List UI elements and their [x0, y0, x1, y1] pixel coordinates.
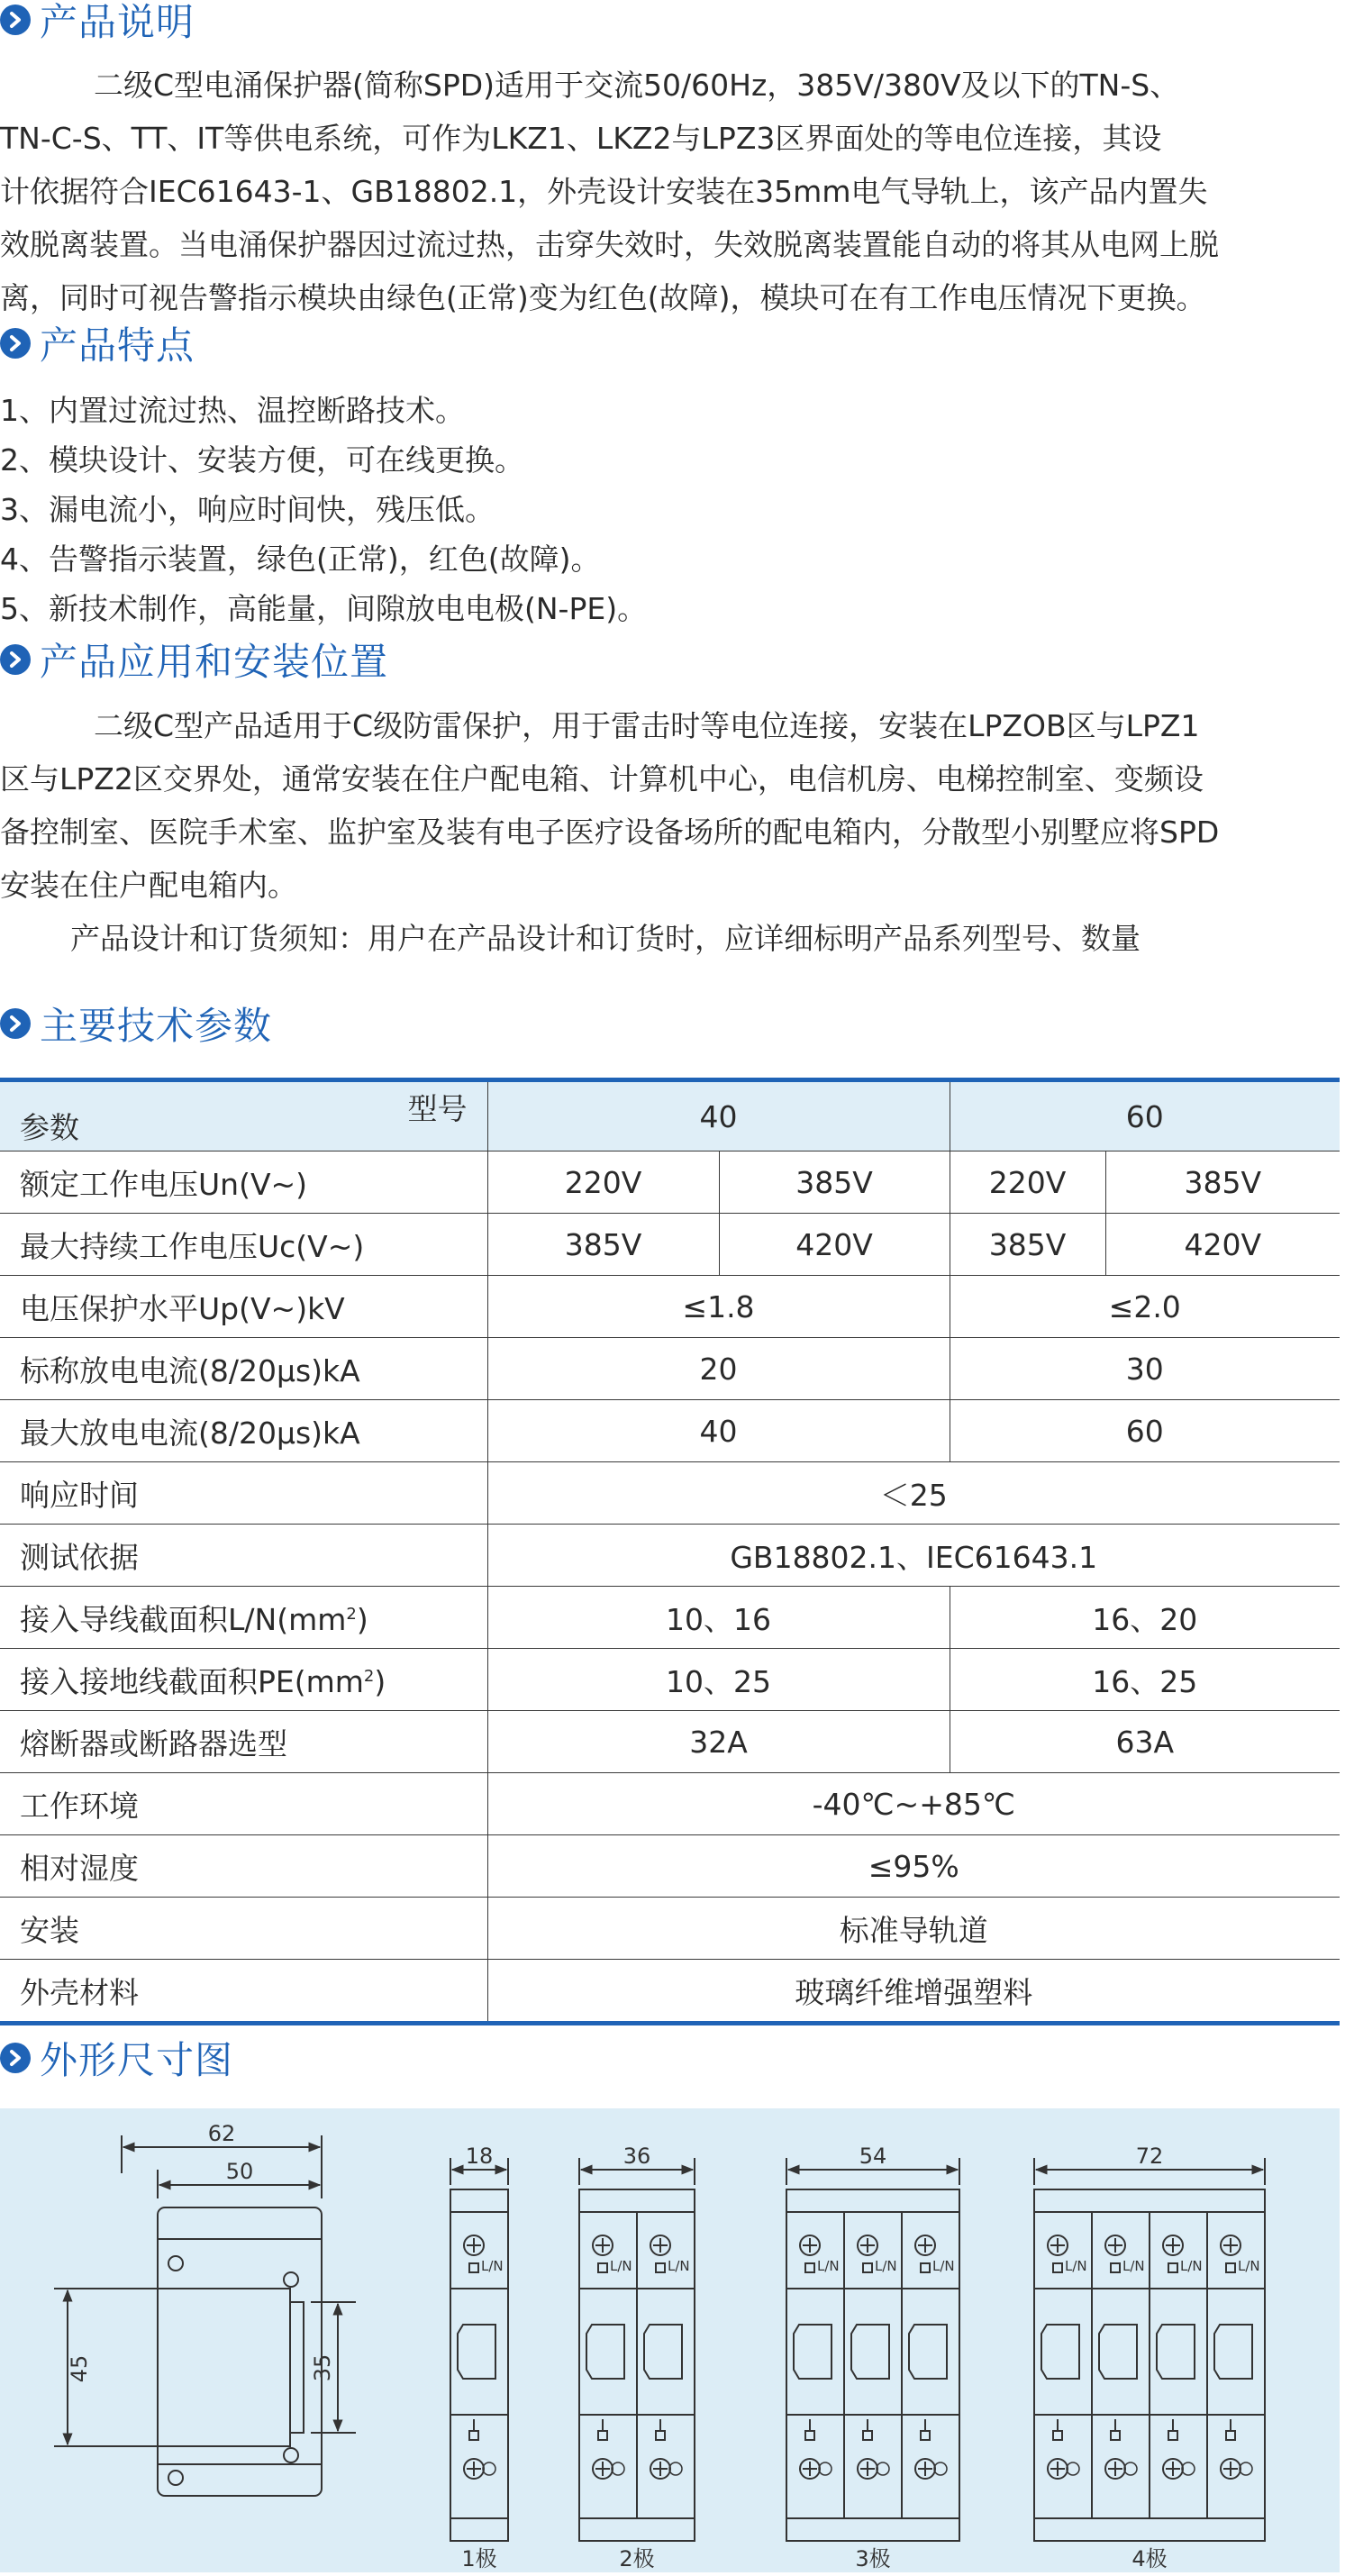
- order-note: 产品设计和订货须知：用户在产品设计和订货时，应详细标明产品系列型号、数量: [70, 921, 1141, 956]
- row-label: 相对湿度: [0, 1835, 487, 1898]
- table-row: [0, 1462, 1340, 1525]
- feature-item: 1、内置过流过热、温控断路技术。: [0, 393, 465, 428]
- table-row: [0, 1214, 1340, 1276]
- module-handle: [586, 2325, 624, 2379]
- application-line: 二级C型产品适用于C级防雷保护，用于雷击时等电位连接，安装在LPZOB区与LPZ1: [94, 708, 1200, 743]
- row-label: 最大持续工作电压Uc(V~): [0, 1214, 487, 1276]
- section-title-specs: [0, 998, 272, 1049]
- table-cell: 40: [487, 1400, 950, 1462]
- table-cell: 30: [950, 1338, 1340, 1400]
- section-title-text: 产品应用和安装位置: [40, 640, 389, 684]
- module-width-label: 18: [465, 2144, 494, 2169]
- table-cell: 220V: [950, 1151, 1105, 1214]
- module-caption: 1极: [461, 2546, 497, 2571]
- module-handle: [794, 2325, 832, 2379]
- terminal-label: L/N: [1238, 2258, 1260, 2274]
- description-line: TN-C-S、TT、IT等供电系统，可作为LKZ1、LKZ2与LPZ3区界面处的等电位连接，其设: [0, 121, 1162, 156]
- table-header-row: [0, 1080, 1340, 1151]
- feature-item: 4、告警指示装置，绿色(正常)，红色(故障)。: [0, 542, 601, 577]
- terminal-label: L/N: [1122, 2258, 1145, 2274]
- row-label: 熔断器或断路器选型: [0, 1711, 487, 1773]
- chevron-right-icon: [0, 5, 31, 35]
- side-view-drawing: [54, 2135, 356, 2496]
- module-body: [786, 2189, 959, 2541]
- row-label: [0, 1587, 487, 1649]
- dimension-diagram-panel: [0, 2108, 1340, 2572]
- terminal-label: L/N: [932, 2258, 955, 2274]
- description-line: 离，同时可视告警指示模块由绿色(正常)变为红色(故障)，模块可在有工作电压情况下更换。: [0, 280, 1206, 315]
- ground-symbol-icon: [819, 2462, 832, 2475]
- section-title-text: 主要技术参数: [40, 1004, 273, 1048]
- table-cell: 10、16: [487, 1587, 950, 1649]
- module-drawings: [450, 2144, 1265, 2571]
- terminal-label: L/N: [610, 2258, 632, 2274]
- table-row: [0, 1587, 1340, 1649]
- module-2-pole: [579, 2144, 695, 2571]
- section-title-application: [0, 634, 388, 685]
- dimension-62: 62: [207, 2121, 236, 2146]
- table-cell: ≤1.8: [487, 1276, 950, 1338]
- description-line: 效脱离装置。当电涌保护器因过流过热，击穿失效时，失效脱离装置能自动的将其从电网上脱: [0, 227, 1219, 262]
- application-line: 区与LPZ2区交界处，通常安装在住户配电箱、计算机中心，电信机房、电梯控制室、变频设: [0, 761, 1204, 796]
- dimension-diagram: [0, 2108, 1340, 2572]
- application-line: 备控制室、医院手术室、监护室及装有电子医疗设备场所的配电箱内，分散型小别墅应将SPD: [0, 815, 1220, 850]
- column-header-60: 60: [950, 1080, 1340, 1151]
- table-cell: 385V: [719, 1151, 950, 1214]
- table-row: [0, 1400, 1340, 1462]
- terminal-label: L/N: [481, 2258, 504, 2274]
- module-caption: 4极: [1131, 2546, 1168, 2571]
- row-label-text: 接入接地线截面积PE(mm: [20, 1663, 364, 1699]
- table-cell: ≤95%: [487, 1835, 1340, 1898]
- module-3-pole: [786, 2144, 959, 2571]
- terminal-label: L/N: [1065, 2258, 1087, 2274]
- section-title-dimensions: [0, 2033, 233, 2083]
- row-label: 响应时间: [0, 1462, 487, 1525]
- module-body: [450, 2189, 508, 2541]
- table-cell: 60: [950, 1400, 1340, 1462]
- ground-symbol-icon: [1240, 2462, 1252, 2475]
- table-cell: GB18802.1、IEC61643.1: [487, 1525, 1340, 1587]
- chevron-right-icon: [0, 2043, 31, 2073]
- module-handle: [458, 2325, 495, 2379]
- row-label: 电压保护水平Up(V~)kV: [0, 1276, 487, 1338]
- terminal-label: L/N: [817, 2258, 840, 2274]
- table-cell: 标准导轨道: [487, 1898, 1340, 1960]
- dimension-35: 35: [310, 2353, 335, 2382]
- section-title-description: [0, 0, 195, 45]
- section-title-text: 外形尺寸图: [40, 2038, 234, 2082]
- ground-symbol-icon: [669, 2462, 682, 2475]
- row-label: 额定工作电压Un(V~): [0, 1151, 487, 1214]
- row-label-end: ): [356, 1601, 368, 1637]
- table-row: [0, 1898, 1340, 1960]
- module-4-pole: [1034, 2144, 1265, 2571]
- module-handle: [644, 2325, 682, 2379]
- table-cell: 385V: [950, 1214, 1105, 1276]
- ground-symbol-icon: [934, 2462, 947, 2475]
- ground-symbol-icon: [877, 2462, 889, 2475]
- spec-table: [0, 1078, 1340, 2025]
- column-header-40: 40: [487, 1080, 950, 1151]
- description-line: 计依据符合IEC61643-1、GB18802.1，外壳设计安装在35mm电气导轨上，该产品内置失: [0, 174, 1208, 209]
- row-label: 标称放电电流(8/20μs)kA: [0, 1338, 487, 1400]
- chevron-right-icon: [0, 328, 31, 359]
- feature-item: 2、模块设计、安装方便，可在线更换。: [0, 442, 524, 478]
- module-handle: [851, 2325, 889, 2379]
- chevron-right-icon: [0, 1008, 31, 1039]
- dimension-50: 50: [225, 2159, 254, 2184]
- module-handle: [1099, 2325, 1137, 2379]
- module-width-label: 72: [1135, 2144, 1164, 2169]
- terminal-label: L/N: [668, 2258, 690, 2274]
- table-cell: ≤2.0: [950, 1276, 1340, 1338]
- chevron-right-icon: [0, 644, 31, 675]
- module-caption: 3极: [855, 2546, 891, 2571]
- section-title-text: 产品特点: [40, 323, 195, 368]
- table-cell: 32A: [487, 1711, 950, 1773]
- feature-item: 5、新技术制作，高能量，间隙放电电极(N-PE)。: [0, 591, 648, 626]
- row-label-text: 接入导线截面积L/N(mm: [20, 1601, 347, 1637]
- superscript: 2: [346, 1604, 357, 1624]
- table-row: [0, 1276, 1340, 1338]
- table-cell: 16、25: [950, 1649, 1340, 1711]
- row-label: 测试依据: [0, 1525, 487, 1587]
- module-handle: [1214, 2325, 1252, 2379]
- table-row: [0, 1649, 1340, 1711]
- table-row: [0, 1338, 1340, 1400]
- module-handle: [1157, 2325, 1195, 2379]
- ground-symbol-icon: [1067, 2462, 1079, 2475]
- terminal-label: L/N: [1180, 2258, 1203, 2274]
- row-label: 外壳材料: [0, 1960, 487, 2024]
- table-row: [0, 1525, 1340, 1587]
- row-label: [0, 1649, 487, 1711]
- param-header-label: 参数: [20, 1110, 79, 1145]
- row-label-end: ): [374, 1663, 386, 1699]
- table-row: [0, 1711, 1340, 1773]
- application-paragraph: [0, 699, 1338, 965]
- table-cell: 385V: [1105, 1151, 1340, 1214]
- dimension-45: 45: [67, 2354, 92, 2383]
- table-cell: 420V: [719, 1214, 950, 1276]
- superscript: 2: [363, 1666, 375, 1686]
- section-title-text: 产品说明: [40, 0, 195, 44]
- table-cell: 20: [487, 1338, 950, 1400]
- ground-symbol-icon: [1182, 2462, 1195, 2475]
- table-cell: 10、25: [487, 1649, 950, 1711]
- feature-item: 3、漏电流小，响应时间快，残压低。: [0, 492, 495, 527]
- table-cell: -40℃~+85℃: [487, 1773, 1340, 1835]
- table-row: [0, 1151, 1340, 1214]
- module-handle: [1041, 2325, 1079, 2379]
- table-row: [0, 1835, 1340, 1898]
- table-cell: 63A: [950, 1711, 1340, 1773]
- row-label: 工作环境: [0, 1773, 487, 1835]
- table-row: [0, 1773, 1340, 1835]
- module-1-pole: [450, 2144, 508, 2571]
- ground-symbol-icon: [612, 2462, 624, 2475]
- module-handle: [909, 2325, 947, 2379]
- module-width-label: 36: [623, 2144, 651, 2169]
- table-cell: ＜25: [487, 1462, 1340, 1525]
- table-cell: 385V: [487, 1214, 719, 1276]
- section-title-features: [0, 318, 195, 369]
- module-caption: 2极: [619, 2546, 655, 2571]
- description-line: 二级C型电涌保护器(简称SPD)适用于交流50/60Hz，385V/380V及以下的TN-S、: [94, 68, 1180, 103]
- table-cell: 220V: [487, 1151, 719, 1214]
- ground-symbol-icon: [1124, 2462, 1137, 2475]
- table-cell: 玻璃纤维增强塑料: [487, 1960, 1340, 2024]
- model-header-label: 型号: [407, 1091, 468, 1126]
- row-label: 安装: [0, 1898, 487, 1960]
- terminal-label: L/N: [875, 2258, 897, 2274]
- module-width-label: 54: [859, 2144, 887, 2169]
- ground-symbol-icon: [483, 2462, 495, 2475]
- table-row: [0, 1960, 1340, 2024]
- row-label: 最大放电电流(8/20μs)kA: [0, 1400, 487, 1462]
- table-cell: 16、20: [950, 1587, 1340, 1649]
- description-paragraph: [0, 59, 1338, 324]
- table-cell: 420V: [1105, 1214, 1340, 1276]
- application-line: 安装在住户配电箱内。: [0, 868, 297, 903]
- table-header-corner: [0, 1080, 487, 1151]
